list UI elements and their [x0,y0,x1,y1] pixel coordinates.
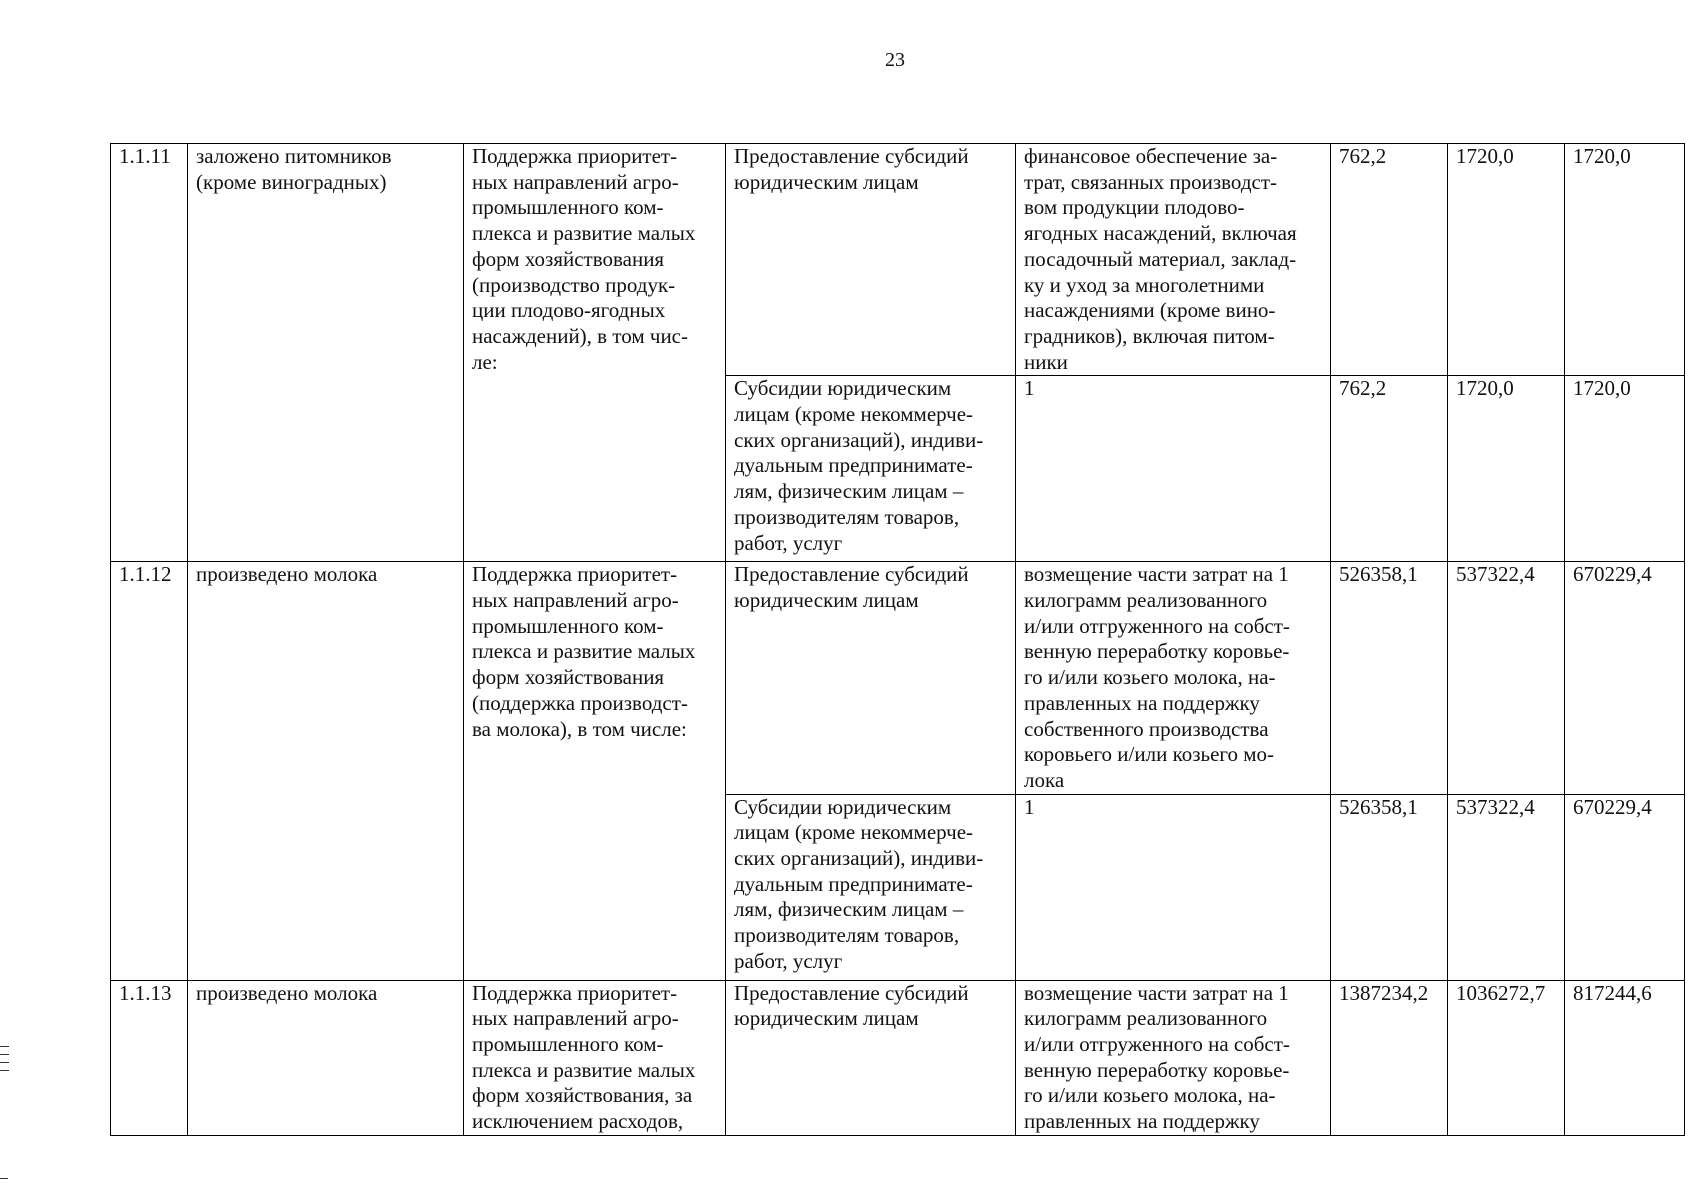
value-cell-3: 1720,0 [1565,376,1685,562]
table-row [111,144,1685,376]
value-cell-1: 762,2 [1331,376,1448,562]
detail-cell: возмещение части затрат на 1 килограмм реализованного и/или отгруженного на собст- венную переработку коровье- го и/или козьего молока, на- правленных на поддержку собственного производства коровьего и/или козьего мо- лока [1016,562,1331,794]
detail-cell: возмещение части затрат на 1 килограмм реализованного и/или отгруженного на собст- венную переработку коровье- го и/или козьего молока, на- правленных на поддержку [1016,980,1331,1135]
row-number: 1.1.12 [111,562,188,980]
indicator-cell: заложено питомников (кроме виноградных) [188,144,464,562]
detail-cell: 1 [1016,376,1331,562]
table-row [111,562,1685,794]
value-cell-1: 526358,1 [1331,562,1448,794]
value-cell-2: 537322,4 [1448,562,1565,794]
program-table [110,143,1685,1136]
measure-cell: Субсидии юридическим лицам (кроме некоммерче- ских организаций), индиви- дуальным предпринимате- лям, физическим лицам – производителям товаров, работ, услуг [726,376,1016,562]
table-row [111,980,1685,1135]
value-cell-1: 762,2 [1331,144,1448,376]
measure-cell: Предоставление субсидий юридическим лицам [726,562,1016,794]
value-cell-3: 817244,6 [1565,980,1685,1135]
value-cell-2: 1036272,7 [1448,980,1565,1135]
program-cell: Поддержка приоритет- ных направлений агро- промышленного ком- плекса и развитие малых форм хозяйствования (производство продук- ции плодово-ягодных насаждений), в том чис- ле: [464,144,726,562]
measure-cell: Субсидии юридическим лицам (кроме некоммерче- ских организаций), индиви- дуальным предпринимате- лям, физическим лицам – производителям товаров, работ, услуг [726,794,1016,980]
program-cell: Поддержка приоритет- ных направлений агро- промышленного ком- плекса и развитие малых форм хозяйствования, за исключением расходов, [464,980,726,1135]
value-cell-3: 1720,0 [1565,144,1685,376]
scan-margin-dash [0,1178,8,1179]
detail-cell: 1 [1016,794,1331,980]
value-cell-3: 670229,4 [1565,562,1685,794]
measure-cell: Предоставление субсидий юридическим лицам [726,980,1016,1135]
value-cell-2: 537322,4 [1448,794,1565,980]
value-cell-2: 1720,0 [1448,376,1565,562]
indicator-cell: произведено молока [188,980,464,1135]
row-number: 1.1.13 [111,980,188,1135]
value-cell-1: 526358,1 [1331,794,1448,980]
value-cell-3: 670229,4 [1565,794,1685,980]
page-number: 23 [885,49,905,71]
indicator-cell: произведено молока [188,562,464,980]
measure-cell: Предоставление субсидий юридическим лицам [726,144,1016,376]
row-number: 1.1.11 [111,144,188,562]
value-cell-1: 1387234,2 [1331,980,1448,1135]
scan-margin-marks [0,1046,10,1096]
detail-cell: финансовое обеспечение за- трат, связанных производст- вом продукции плодово- ягодных насаждений, включая посадочный материал, заклад- ку и уход за многолетними насаждениями (кроме вино- градников), включая питом- ники [1016,144,1331,376]
value-cell-2: 1720,0 [1448,144,1565,376]
program-cell: Поддержка приоритет- ных направлений агро- промышленного ком- плекса и развитие малых форм хозяйствования (поддержка производст- ва молока), в том числе: [464,562,726,980]
